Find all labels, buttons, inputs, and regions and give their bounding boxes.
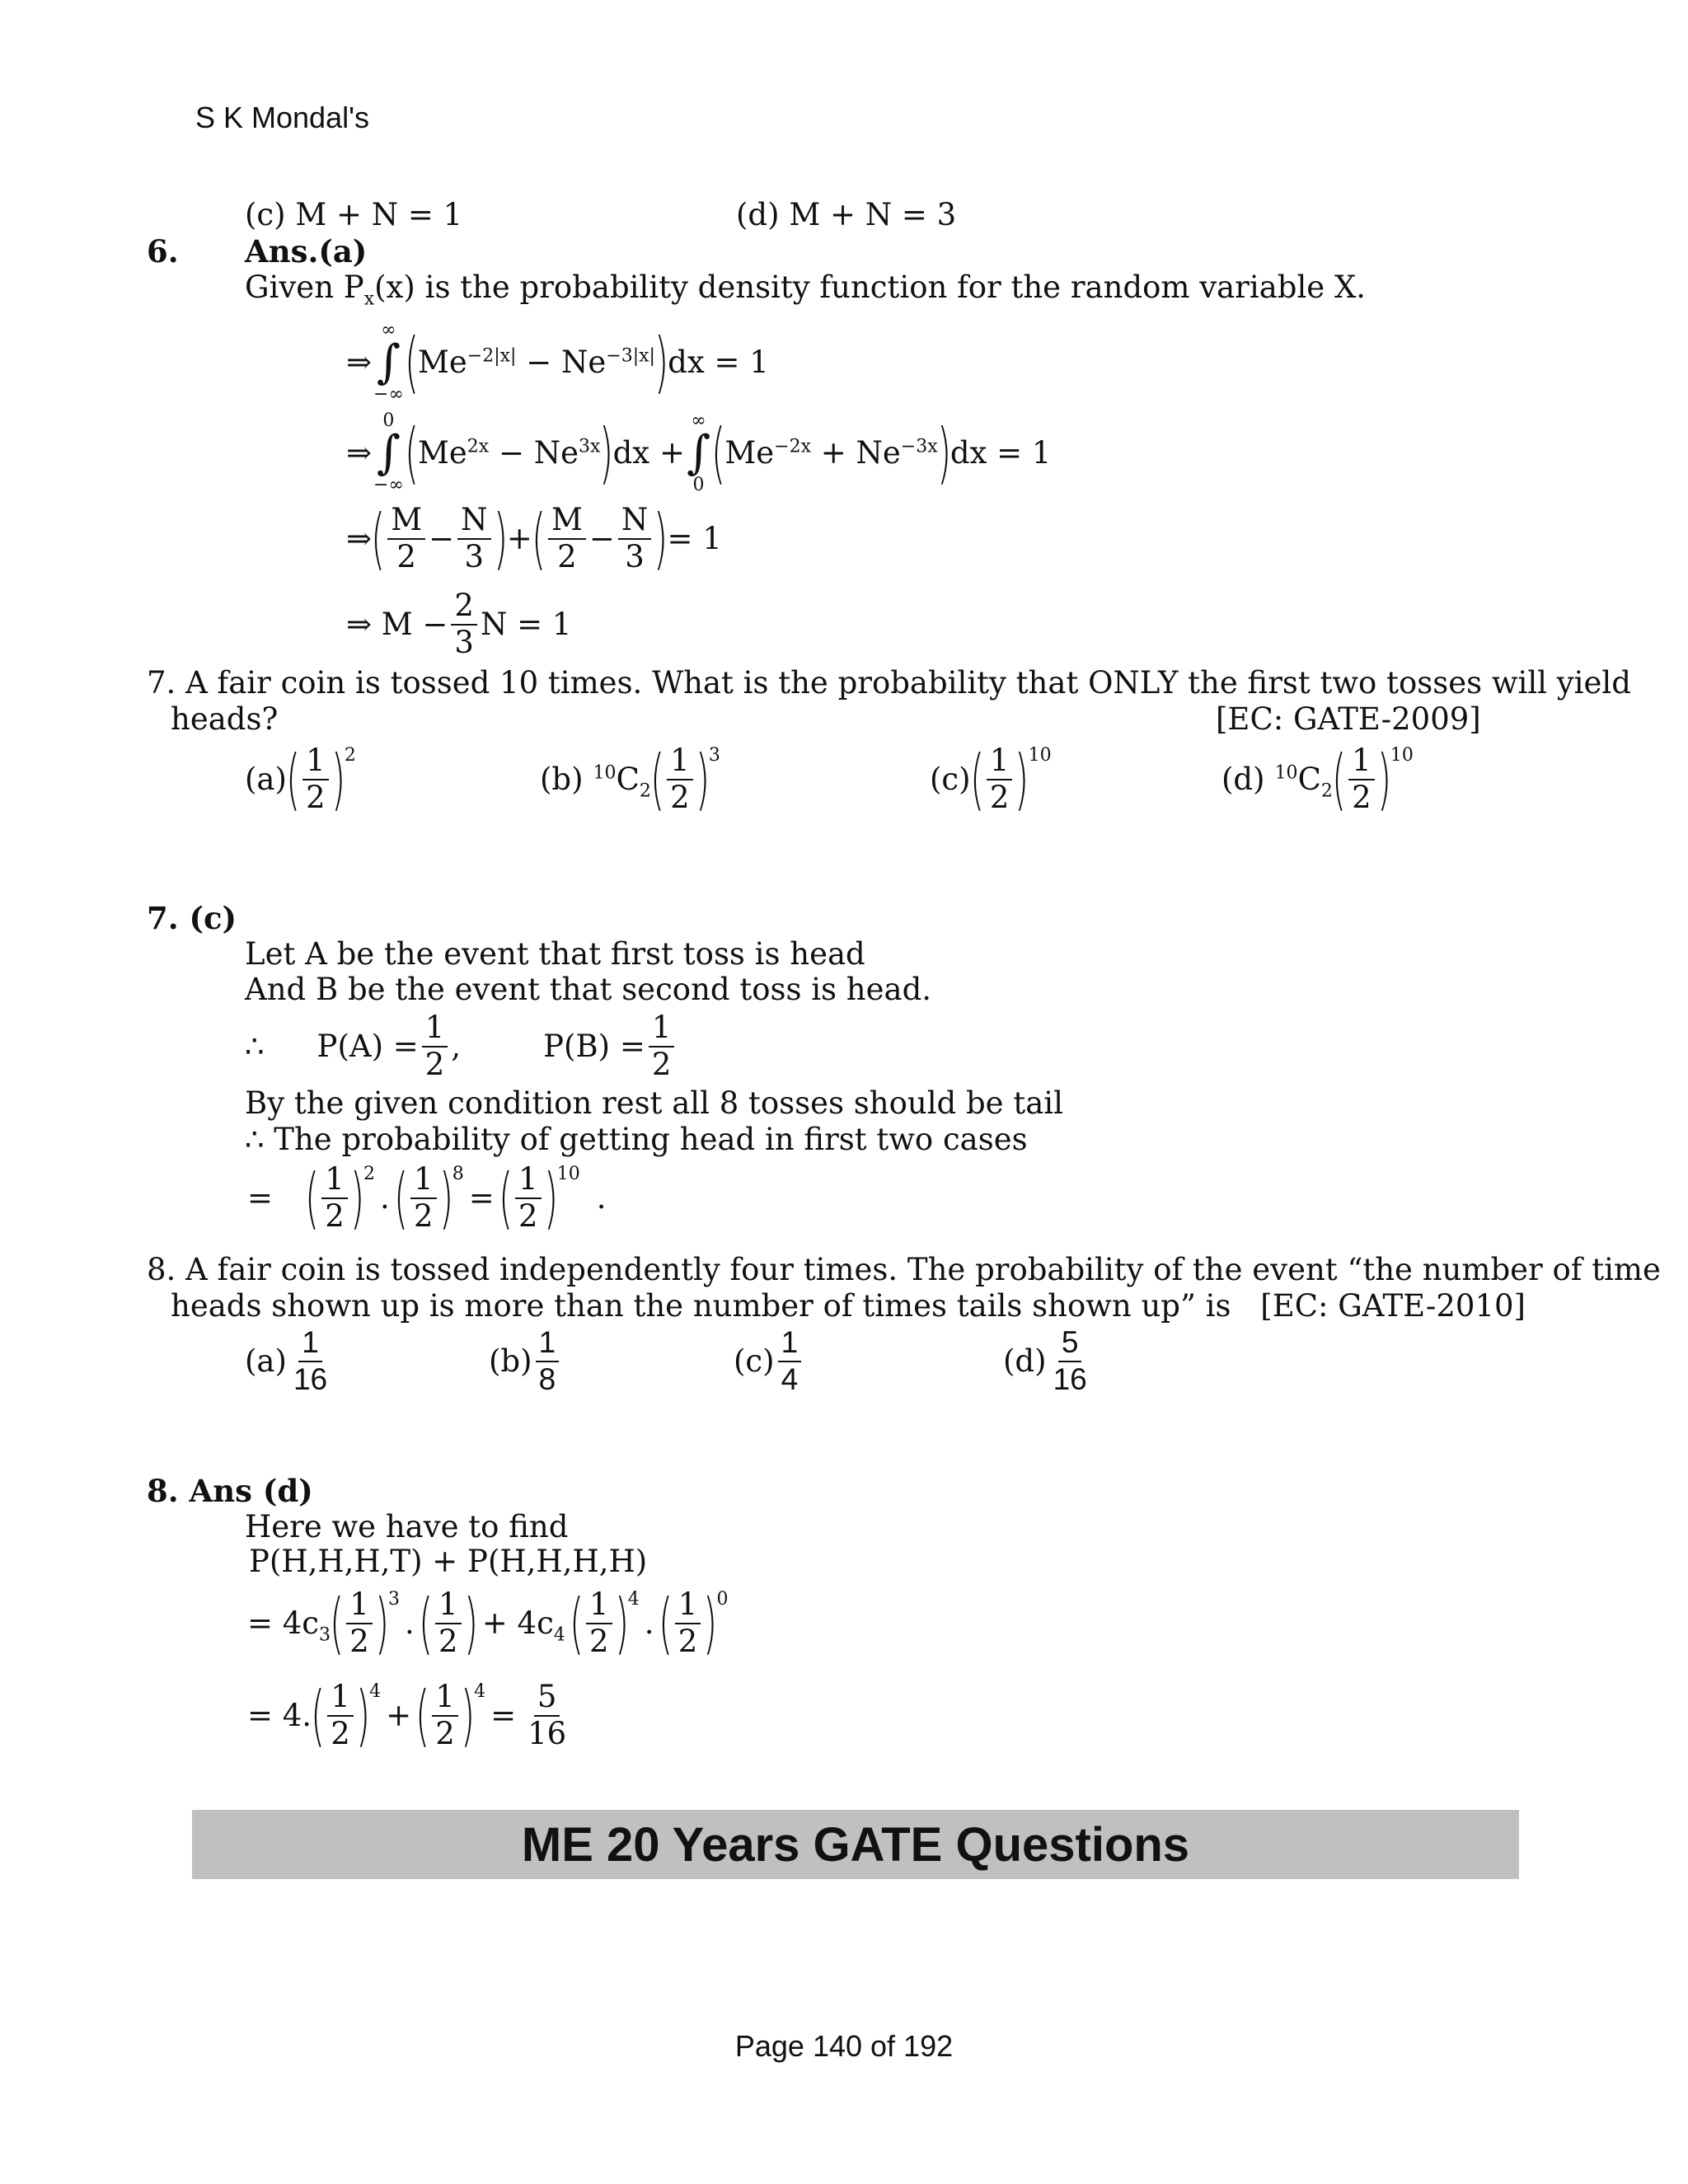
q7-solution-line-3: By the given condition rest all 8 tosses should be tail [245, 1085, 1063, 1121]
q7-solution-result: = ( $\frac{1}{2}$ ) 2 . ( $\frac{1}{2}$ ) 8 = ( $\frac{1}{2}$ ) 10 . [247, 1159, 607, 1236]
q6-step-1: ⇒ ∞ ∫ −∞ ( $Me^{-2|x|} - Ne^{-3|x|}$ ) dx = 1 [346, 320, 769, 405]
q6-step-2: ⇒ 0 ∫ −∞ ( $Me^{2x} - Ne^{3x}$ ) dx + ∞ ∫ 0 ( $Me^{-2x} + Ne^{-3x}$ ) dx = 1 [346, 410, 1052, 495]
q8-question-line-1: 8. A fair coin is tossed independently four times. The probability of the event “the number of time [147, 1252, 1661, 1287]
q6-step-4: ⇒ M − $\frac{2}{3}$ N = 1 [346, 588, 572, 660]
q7-solution-line-2: And B be the event that second toss is head. [245, 972, 932, 1007]
q8-option-d: (d) $\frac{5}{16}$ [1003, 1325, 1087, 1396]
q6-answer: Ans.(a) [245, 233, 368, 269]
q7-probabilities: ∴ P(A) = $\frac{1}{2}$ , P(B) = $\frac{1}{2}$ [245, 1012, 678, 1081]
q8-option-a: (a) $\frac{1}{16}$ [245, 1325, 328, 1396]
q6-option-c: (c) M + N = 1 [245, 197, 463, 232]
q6-given: Given $P_x(x)$ is the probability density function for the random variable X. [245, 269, 1367, 310]
q8-answer: 8. Ans (d) [147, 1473, 313, 1509]
q7-option-d: (d) $^{10}C_2$ ( $\frac{1}{2}$ ) 10 [1221, 740, 1414, 818]
q8-question-line-2: heads shown up is more than the number of times tails shown up” is [EC: GATE-2010] [171, 1288, 1526, 1324]
q8-option-b: (b) $\frac{1}{8}$ [489, 1327, 562, 1396]
q7-option-c: (c) ( $\frac{1}{2}$ ) 10 [930, 740, 1052, 818]
q8-option-c: (c) $\frac{1}{4}$ [734, 1327, 804, 1396]
q7-solution-line-1: Let A be the event that first toss is head [245, 936, 865, 972]
q7-question-line-2: heads? [171, 701, 279, 737]
q8-solution-line-1: Here we have to find [245, 1509, 569, 1544]
q6-number: 6. [147, 233, 179, 269]
q7-option-b: (b) $^{10}C_2$ ( $\frac{1}{2}$ ) 3 [540, 740, 720, 818]
q7-solution-line-4: ∴ The probability of getting head in first two cases [245, 1122, 1028, 1157]
q7-gate-tag: [EC: GATE-2009] [1216, 701, 1481, 737]
page-header-author: S K Mondal's [195, 101, 369, 134]
q8-solution-line-2: P(H,H,H,T) + P(H,H,H,H) [249, 1544, 648, 1579]
q8-solution-step-1: = $4c_3$ ( $\frac{1}{2}$ ) 3 . ( $\frac{1}{2}$ ) + $4c_4$ ( $\frac{1}{2}$ ) 4 . ( $\frac{1}{2}$ ) 0 [247, 1584, 729, 1661]
page-footer: Page 140 of 192 [734, 2029, 954, 2063]
q6-option-d: (d) M + N = 3 [736, 197, 957, 232]
q7-answer: 7. (c) [147, 900, 237, 936]
section-banner-title: ME 20 Years GATE Questions [521, 1817, 1190, 1872]
q7-question-line-1: 7. A fair coin is tossed 10 times. What is the probability that ONLY the first two tosses will yield [147, 665, 1631, 701]
q7-option-a: (a) ( $\frac{1}{2}$ ) 2 [245, 740, 356, 818]
section-banner [192, 1810, 1519, 1879]
q6-step-3: ⇒ ( $\frac{M}{2}$ − $\frac{N}{3}$ ) + ( $\frac{M}{2}$ − $\frac{N}{3}$ ) = 1 [346, 499, 722, 577]
q8-solution-step-2: = 4. ( $\frac{1}{2}$ ) 4 + ( $\frac{1}{2}$ ) 4 = $\frac{5}{16}$ [247, 1676, 567, 1754]
